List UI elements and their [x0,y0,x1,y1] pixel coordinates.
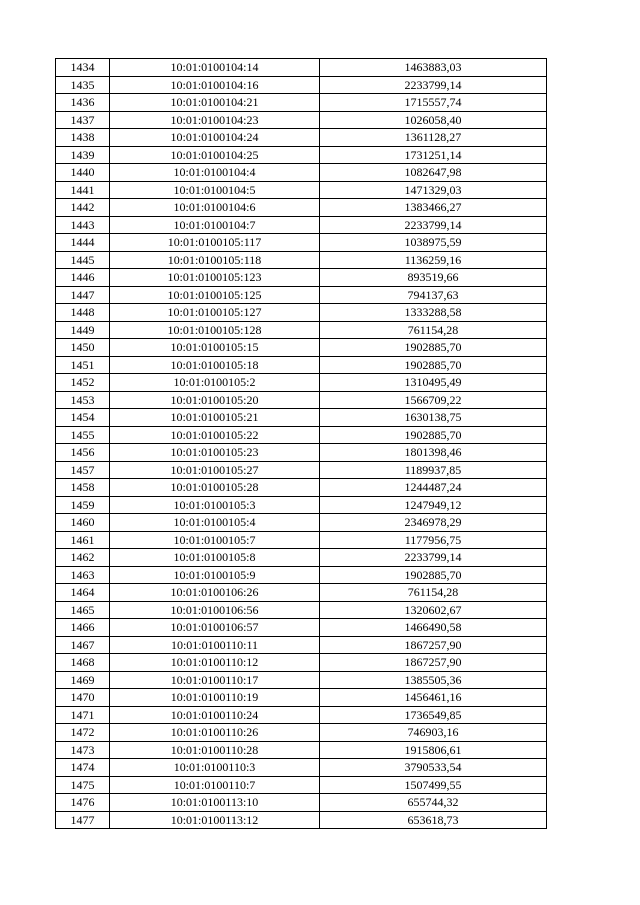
row-number-cell: 1450 [56,339,110,357]
cadastral-value-cell: 1456461,16 [320,689,547,707]
table-row [56,584,547,602]
cadastral-value-cell: 1902885,70 [320,566,547,584]
cadastral-number-cell: 10:01:0100113:12 [110,811,320,829]
cadastral-value-cell: 653618,73 [320,811,547,829]
row-number-cell: 1443 [56,216,110,234]
row-number-cell: 1436 [56,94,110,112]
cadastral-value-cell: 1310495,49 [320,374,547,392]
cadastral-number-cell: 10:01:0100105:20 [110,391,320,409]
row-number-cell: 1467 [56,636,110,654]
row-number-cell: 1474 [56,759,110,777]
table-row [56,566,547,584]
cadastral-number-cell: 10:01:0100105:7 [110,531,320,549]
table-row [56,619,547,637]
cadastral-value-cell: 1082647,98 [320,164,547,182]
table-row [56,304,547,322]
cadastral-value-cell: 1383466,27 [320,199,547,217]
row-number-cell: 1457 [56,461,110,479]
cadastral-number-cell: 10:01:0100104:7 [110,216,320,234]
cadastral-number-cell: 10:01:0100104:23 [110,111,320,129]
cadastral-value-cell: 1731251,14 [320,146,547,164]
row-number-cell: 1442 [56,199,110,217]
table-row [56,216,547,234]
table-row [56,514,547,532]
cadastral-number-cell: 10:01:0100110:26 [110,724,320,742]
table-row [56,601,547,619]
table-row [56,706,547,724]
cadastral-value-cell: 1902885,70 [320,356,547,374]
cadastral-value-cell: 1038975,59 [320,234,547,252]
row-number-cell: 1437 [56,111,110,129]
table-row [56,251,547,269]
cadastral-value-cell: 1463883,03 [320,59,547,77]
row-number-cell: 1466 [56,619,110,637]
cadastral-value-cell: 1189937,85 [320,461,547,479]
table-row [56,811,547,829]
cadastral-value-cell: 761154,28 [320,584,547,602]
cadastral-value-cell: 2346978,29 [320,514,547,532]
cadastral-value-cell: 1566709,22 [320,391,547,409]
cadastral-value-cell: 1361128,27 [320,129,547,147]
cadastral-number-cell: 10:01:0100105:4 [110,514,320,532]
cadastral-number-cell: 10:01:0100105:8 [110,549,320,567]
row-number-cell: 1460 [56,514,110,532]
row-number-cell: 1439 [56,146,110,164]
table-row [56,496,547,514]
row-number-cell: 1448 [56,304,110,322]
cadastral-number-cell: 10:01:0100105:128 [110,321,320,339]
cadastral-number-cell: 10:01:0100104:6 [110,199,320,217]
row-number-cell: 1440 [56,164,110,182]
cadastral-value-cell: 746903,16 [320,724,547,742]
table-row [56,234,547,252]
cadastral-number-cell: 10:01:0100104:14 [110,59,320,77]
row-number-cell: 1458 [56,479,110,497]
row-number-cell: 1472 [56,724,110,742]
cadastral-number-cell: 10:01:0100105:23 [110,444,320,462]
cadastral-number-cell: 10:01:0100110:11 [110,636,320,654]
table-body [56,59,547,829]
cadastral-value-table [55,58,547,829]
row-number-cell: 1465 [56,601,110,619]
cadastral-number-cell: 10:01:0100104:21 [110,94,320,112]
row-number-cell: 1476 [56,794,110,812]
table-row [56,94,547,112]
cadastral-value-cell: 1507499,55 [320,776,547,794]
table-row [56,164,547,182]
cadastral-value-cell: 761154,28 [320,321,547,339]
cadastral-number-cell: 10:01:0100104:16 [110,76,320,94]
cadastral-number-cell: 10:01:0100104:4 [110,164,320,182]
row-number-cell: 1461 [56,531,110,549]
cadastral-number-cell: 10:01:0100110:12 [110,654,320,672]
cadastral-value-cell: 1630138,75 [320,409,547,427]
row-number-cell: 1453 [56,391,110,409]
cadastral-value-cell: 1320602,67 [320,601,547,619]
cadastral-value-cell: 893519,66 [320,269,547,287]
cadastral-number-cell: 10:01:0100104:5 [110,181,320,199]
table-row [56,689,547,707]
cadastral-number-cell: 10:01:0100105:18 [110,356,320,374]
table-row [56,339,547,357]
cadastral-number-cell: 10:01:0100105:2 [110,374,320,392]
table-row [56,794,547,812]
cadastral-number-cell: 10:01:0100105:125 [110,286,320,304]
cadastral-number-cell: 10:01:0100104:24 [110,129,320,147]
cadastral-value-cell: 1177956,75 [320,531,547,549]
cadastral-number-cell: 10:01:0100106:56 [110,601,320,619]
row-number-cell: 1455 [56,426,110,444]
table-row [56,531,547,549]
cadastral-number-cell: 10:01:0100104:25 [110,146,320,164]
table-row [56,111,547,129]
cadastral-number-cell: 10:01:0100110:19 [110,689,320,707]
cadastral-value-cell: 1915806,61 [320,741,547,759]
cadastral-value-cell: 1902885,70 [320,339,547,357]
row-number-cell: 1456 [56,444,110,462]
row-number-cell: 1451 [56,356,110,374]
cadastral-number-cell: 10:01:0100105:123 [110,269,320,287]
table-row [56,549,547,567]
cadastral-value-cell: 1385505,36 [320,671,547,689]
table-row [56,59,547,77]
table-row [56,444,547,462]
table-row [56,654,547,672]
table-row [56,146,547,164]
row-number-cell: 1477 [56,811,110,829]
row-number-cell: 1464 [56,584,110,602]
cadastral-value-cell: 1136259,16 [320,251,547,269]
table-row [56,426,547,444]
cadastral-number-cell: 10:01:0100105:3 [110,496,320,514]
row-number-cell: 1454 [56,409,110,427]
table-row [56,636,547,654]
row-number-cell: 1462 [56,549,110,567]
table-row [56,479,547,497]
cadastral-number-cell: 10:01:0100110:17 [110,671,320,689]
table-row [56,759,547,777]
cadastral-value-cell: 1333288,58 [320,304,547,322]
cadastral-value-cell: 1715557,74 [320,94,547,112]
cadastral-value-cell: 1026058,40 [320,111,547,129]
row-number-cell: 1445 [56,251,110,269]
row-number-cell: 1459 [56,496,110,514]
cadastral-value-cell: 1244487,24 [320,479,547,497]
cadastral-value-cell: 1867257,90 [320,636,547,654]
table-row [56,776,547,794]
cadastral-number-cell: 10:01:0100113:10 [110,794,320,812]
cadastral-number-cell: 10:01:0100105:15 [110,339,320,357]
cadastral-number-cell: 10:01:0100110:3 [110,759,320,777]
table-row [56,461,547,479]
cadastral-number-cell: 10:01:0100105:28 [110,479,320,497]
cadastral-value-cell: 1867257,90 [320,654,547,672]
row-number-cell: 1435 [56,76,110,94]
row-number-cell: 1470 [56,689,110,707]
cadastral-value-cell: 1801398,46 [320,444,547,462]
cadastral-number-cell: 10:01:0100105:22 [110,426,320,444]
cadastral-number-cell: 10:01:0100106:26 [110,584,320,602]
cadastral-number-cell: 10:01:0100110:28 [110,741,320,759]
cadastral-number-cell: 10:01:0100110:7 [110,776,320,794]
row-number-cell: 1438 [56,129,110,147]
cadastral-value-cell: 794137,63 [320,286,547,304]
cadastral-value-cell: 1466490,58 [320,619,547,637]
table-row [56,356,547,374]
table-row [56,199,547,217]
row-number-cell: 1468 [56,654,110,672]
cadastral-number-cell: 10:01:0100105:127 [110,304,320,322]
cadastral-value-cell: 2233799,14 [320,549,547,567]
row-number-cell: 1471 [56,706,110,724]
cadastral-number-cell: 10:01:0100105:21 [110,409,320,427]
cadastral-value-cell: 3790533,54 [320,759,547,777]
table-row [56,129,547,147]
row-number-cell: 1444 [56,234,110,252]
table-row [56,76,547,94]
row-number-cell: 1449 [56,321,110,339]
table-row [56,671,547,689]
table-row [56,321,547,339]
cadastral-number-cell: 10:01:0100110:24 [110,706,320,724]
cadastral-value-cell: 1471329,03 [320,181,547,199]
cadastral-value-cell: 1736549,85 [320,706,547,724]
cadastral-number-cell: 10:01:0100105:9 [110,566,320,584]
row-number-cell: 1447 [56,286,110,304]
cadastral-value-cell: 2233799,14 [320,76,547,94]
row-number-cell: 1463 [56,566,110,584]
cadastral-value-cell: 1247949,12 [320,496,547,514]
table-row [56,286,547,304]
cadastral-value-cell: 2233799,14 [320,216,547,234]
row-number-cell: 1452 [56,374,110,392]
cadastral-number-cell: 10:01:0100106:57 [110,619,320,637]
cadastral-number-cell: 10:01:0100105:27 [110,461,320,479]
row-number-cell: 1446 [56,269,110,287]
row-number-cell: 1473 [56,741,110,759]
table-row [56,724,547,742]
table-row [56,409,547,427]
cadastral-value-cell: 1902885,70 [320,426,547,444]
table-row [56,391,547,409]
cadastral-value-cell: 655744,32 [320,794,547,812]
table-row [56,374,547,392]
row-number-cell: 1469 [56,671,110,689]
row-number-cell: 1441 [56,181,110,199]
cadastral-number-cell: 10:01:0100105:117 [110,234,320,252]
row-number-cell: 1434 [56,59,110,77]
row-number-cell: 1475 [56,776,110,794]
table-row [56,181,547,199]
table-row [56,269,547,287]
cadastral-number-cell: 10:01:0100105:118 [110,251,320,269]
table-row [56,741,547,759]
